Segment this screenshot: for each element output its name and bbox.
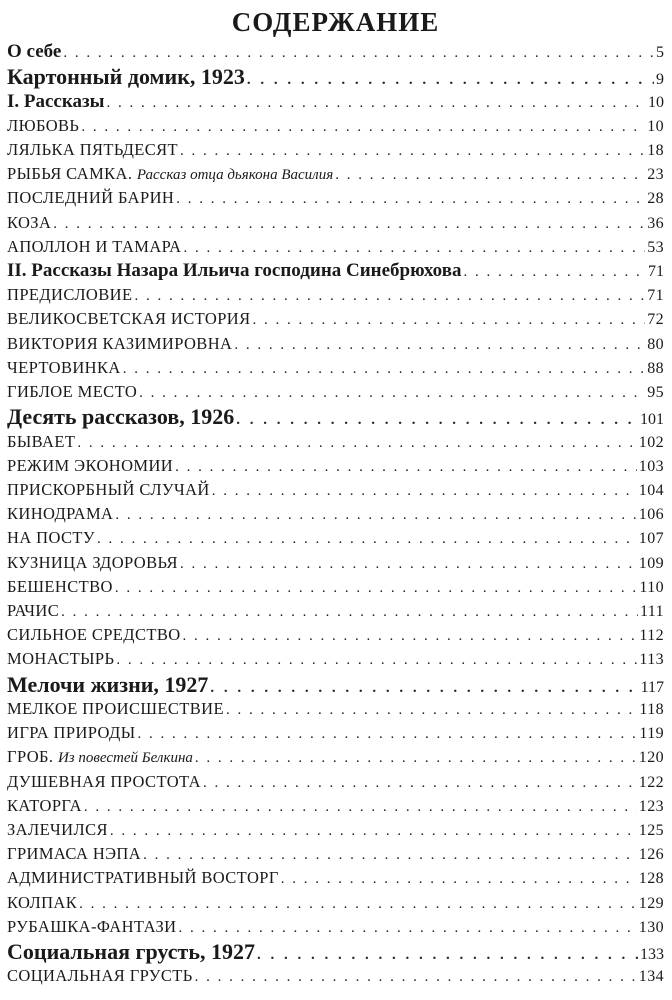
dot-leader bbox=[63, 41, 654, 64]
toc-page-number: 112 bbox=[639, 627, 664, 645]
toc-page-number: 9 bbox=[656, 71, 664, 89]
toc-entry-title bbox=[7, 162, 333, 186]
toc-page-number: 107 bbox=[638, 530, 664, 548]
toc-entry bbox=[7, 575, 664, 599]
dot-leader bbox=[180, 139, 645, 162]
toc-entry-label: ВИКТОРИЯ КАЗИМИРОВНА bbox=[7, 333, 233, 353]
toc-entry-label: КОЛПАК bbox=[7, 892, 78, 912]
toc-entry bbox=[7, 891, 664, 915]
toc-entry bbox=[7, 380, 664, 404]
toc-page-number: 126 bbox=[638, 846, 664, 864]
toc-entry-label: АДМИНИСТРАТИВНЫЙ ВОСТОРГ bbox=[7, 868, 279, 888]
dot-leader bbox=[236, 408, 638, 430]
toc-entry-label: КИНОДРАМА bbox=[7, 504, 114, 524]
dot-leader bbox=[84, 795, 637, 818]
toc-entry-title bbox=[7, 599, 59, 623]
toc-entry bbox=[7, 478, 664, 502]
toc-page-number: 95 bbox=[647, 383, 664, 401]
toc-entry-subtitle: Из повестей Белкина bbox=[57, 750, 193, 767]
dot-leader bbox=[143, 843, 637, 866]
toc-page-number: 133 bbox=[640, 945, 664, 963]
toc-entry bbox=[7, 211, 664, 235]
dot-leader bbox=[195, 746, 637, 769]
toc-page-number: 28 bbox=[647, 190, 664, 208]
toc-entry-title bbox=[7, 526, 95, 550]
toc-entry bbox=[7, 964, 664, 988]
toc-entry-title bbox=[7, 915, 176, 939]
toc-entry-label: МОНАСТЫРЬ bbox=[7, 649, 115, 669]
toc-entry-title bbox=[7, 114, 79, 138]
toc-entry-label: МЕЛКОЕ ПРОИСШЕСТВИЕ bbox=[7, 699, 224, 718]
toc-page-number: 123 bbox=[638, 797, 664, 815]
dot-leader bbox=[175, 455, 637, 478]
toc-page-number: 118 bbox=[639, 701, 664, 718]
dot-leader bbox=[335, 163, 645, 186]
dot-leader bbox=[180, 552, 637, 575]
toc-subsection bbox=[7, 259, 664, 283]
toc-page-number: 5 bbox=[656, 44, 664, 61]
toc-entry-label: ПРЕДИСЛОВИЕ bbox=[7, 285, 133, 305]
dot-leader bbox=[138, 722, 638, 745]
toc-entry-label: ГРИМАСА НЭПА bbox=[7, 844, 142, 864]
toc-list bbox=[7, 40, 664, 989]
toc-page-number: 36 bbox=[647, 214, 664, 232]
dot-leader bbox=[463, 260, 646, 283]
toc-entry bbox=[7, 356, 664, 380]
toc-entry-label: ПРИСКОРБНЫЙ СЛУЧАЙ bbox=[7, 480, 210, 499]
toc-entry-label: ЧЕРТОВИНКА bbox=[7, 357, 121, 377]
toc-entry-title bbox=[7, 842, 141, 866]
toc-entry-title bbox=[7, 283, 132, 307]
toc-entry-label: II. Рассказы Назара Ильича господина Синебрюхова bbox=[7, 260, 462, 281]
toc-entry-label: КУЗНИЦА ЗДОРОВЬЯ bbox=[7, 552, 178, 572]
dot-leader bbox=[247, 68, 654, 90]
toc-entry-title bbox=[7, 697, 224, 721]
dot-leader bbox=[183, 624, 638, 647]
toc-entry-title bbox=[7, 211, 51, 235]
toc-page-number: 53 bbox=[647, 238, 664, 256]
toc-entry-label: БЕШЕНСТВО bbox=[7, 576, 113, 596]
toc-page-number: 101 bbox=[640, 411, 664, 429]
toc-page-number: 71 bbox=[648, 263, 664, 280]
toc-entry-title bbox=[7, 502, 113, 526]
toc-page-number: 71 bbox=[647, 287, 664, 305]
toc-entry bbox=[7, 623, 664, 647]
dot-leader bbox=[176, 187, 645, 210]
toc-entry-label: Мелочи жизни, 1927 bbox=[7, 671, 209, 697]
toc-entry bbox=[7, 745, 664, 769]
toc-page-number: 113 bbox=[639, 651, 664, 669]
toc-entry-title bbox=[7, 794, 82, 818]
dot-leader bbox=[115, 503, 636, 526]
toc-entry bbox=[7, 721, 664, 745]
dot-leader bbox=[79, 892, 637, 915]
toc-entry-title bbox=[7, 454, 173, 478]
toc-entry bbox=[7, 647, 664, 671]
toc-entry bbox=[7, 551, 664, 575]
toc-entry-title bbox=[7, 866, 279, 890]
toc-entry-title bbox=[7, 551, 178, 575]
dot-leader bbox=[281, 867, 637, 890]
toc-page-number: 10 bbox=[648, 93, 664, 111]
toc-page-number: 104 bbox=[638, 482, 664, 499]
toc-entry-title bbox=[7, 259, 461, 283]
page-title: СОДЕРЖАНИЕ bbox=[231, 7, 440, 37]
toc-entry bbox=[7, 138, 664, 162]
toc-entry bbox=[7, 283, 664, 307]
toc-entry bbox=[7, 502, 664, 526]
toc-entry bbox=[7, 770, 664, 794]
toc-entry-title bbox=[7, 138, 178, 162]
toc-entry-label: СИЛЬНОЕ СРЕДСТВО bbox=[7, 625, 181, 645]
toc-entry bbox=[7, 915, 664, 939]
dot-leader bbox=[116, 648, 637, 671]
toc-entry-label: ДУШЕВНАЯ ПРОСТОТА bbox=[7, 771, 201, 791]
toc-entry-label: Картонный домик, 1923 bbox=[7, 64, 245, 90]
dot-leader bbox=[203, 771, 637, 794]
toc-entry-label: РЕЖИМ ЭКОНОМИИ bbox=[7, 455, 174, 475]
toc-entry-title bbox=[7, 235, 181, 259]
toc-entry-label: РУБАШКА-ФАНТАЗИ bbox=[7, 916, 177, 936]
toc-entry-label: ЛЮБОВЬ bbox=[7, 115, 80, 135]
dot-leader bbox=[139, 381, 645, 404]
toc-subsection bbox=[7, 40, 664, 64]
toc-section bbox=[7, 404, 664, 430]
toc-entry-title bbox=[7, 964, 193, 988]
toc-entry bbox=[7, 842, 664, 866]
toc-page-number: 109 bbox=[638, 554, 664, 572]
toc-entry-title bbox=[7, 380, 137, 404]
toc-entry-title bbox=[7, 430, 75, 454]
toc-entry bbox=[7, 114, 664, 138]
toc-entry-label: ЛЯЛЬКА ПЯТЬДЕСЯТ bbox=[7, 140, 178, 160]
toc-entry bbox=[7, 235, 664, 259]
toc-entry-title bbox=[7, 575, 113, 599]
toc-entry bbox=[7, 307, 664, 331]
toc-entry-label: ВЕЛИКОСВЕТСКАЯ ИСТОРИЯ bbox=[7, 309, 251, 329]
toc-entry-label: ИГРА ПРИРОДЫ bbox=[7, 723, 136, 743]
toc-entry-title bbox=[7, 332, 232, 356]
toc-entry bbox=[7, 794, 664, 818]
toc-entry-title bbox=[7, 770, 201, 794]
dot-leader bbox=[110, 819, 637, 842]
toc-page-number: 103 bbox=[638, 457, 664, 475]
toc-entry-label: РАЧИС bbox=[7, 600, 60, 620]
dot-leader bbox=[61, 600, 638, 623]
toc-entry-title bbox=[7, 307, 251, 331]
dot-leader bbox=[123, 357, 645, 380]
toc-entry-title bbox=[7, 745, 193, 769]
dot-leader bbox=[77, 431, 636, 454]
dot-leader bbox=[257, 943, 638, 965]
dot-leader bbox=[81, 115, 645, 138]
toc-page-number: 122 bbox=[638, 773, 664, 791]
toc-entry-label: I. Рассказы bbox=[7, 90, 105, 112]
toc-entry bbox=[7, 332, 664, 356]
dot-leader bbox=[53, 212, 645, 235]
toc-entry bbox=[7, 454, 664, 478]
toc-entry-title bbox=[7, 647, 114, 671]
toc-entry bbox=[7, 818, 664, 842]
toc-page-number: 117 bbox=[640, 678, 664, 696]
toc-entry-title bbox=[7, 939, 255, 965]
dot-leader bbox=[178, 916, 636, 939]
toc-entry-title bbox=[7, 90, 105, 114]
toc-entry bbox=[7, 697, 664, 721]
dot-leader bbox=[183, 236, 645, 259]
toc-entry-label: БЫВАЕТ bbox=[7, 431, 76, 451]
dot-leader bbox=[226, 698, 637, 721]
toc-page-number: 72 bbox=[647, 311, 664, 329]
toc-entry-label: КАТОРГА bbox=[7, 795, 82, 815]
toc-page-number: 88 bbox=[647, 359, 664, 377]
toc-page-number: 134 bbox=[638, 968, 664, 986]
toc-section bbox=[7, 939, 664, 965]
toc-page-number: 129 bbox=[638, 894, 664, 912]
dot-leader bbox=[234, 333, 645, 356]
toc-page-number: 119 bbox=[639, 725, 664, 743]
toc-entry-label: ГРОБ. bbox=[7, 747, 54, 767]
toc-page-number: 18 bbox=[647, 142, 664, 160]
toc-page-number: 125 bbox=[638, 821, 664, 839]
toc-page-number: 106 bbox=[638, 506, 664, 524]
dot-leader bbox=[97, 527, 637, 550]
toc-entry-title bbox=[7, 891, 77, 915]
toc-entry-title bbox=[7, 404, 234, 430]
toc-page-number: 80 bbox=[647, 335, 664, 353]
dot-leader bbox=[107, 91, 647, 114]
toc-entry-label: СОЦИАЛЬНАЯ ГРУСТЬ bbox=[7, 966, 193, 986]
toc-entry-title bbox=[7, 356, 121, 380]
toc-entry bbox=[7, 162, 664, 186]
dot-leader bbox=[253, 308, 646, 331]
toc-entry-label: ЗАЛЕЧИЛСЯ bbox=[7, 819, 108, 839]
toc-page-number: 111 bbox=[639, 602, 664, 620]
toc-entry bbox=[7, 430, 664, 454]
dot-leader bbox=[210, 676, 638, 698]
toc-entry bbox=[7, 599, 664, 623]
toc-entry-title bbox=[7, 186, 174, 210]
toc-entry-title bbox=[7, 721, 136, 745]
toc-section bbox=[7, 64, 664, 90]
toc-entry-label: Социальная грусть, 1927 bbox=[7, 938, 255, 964]
toc-entry-title bbox=[7, 818, 108, 842]
toc-page-number: 23 bbox=[647, 166, 664, 184]
toc-entry-label: КОЗА bbox=[7, 212, 52, 232]
dot-leader bbox=[212, 479, 637, 502]
toc-page-number: 110 bbox=[639, 578, 664, 596]
toc-entry-title bbox=[7, 40, 61, 64]
toc-entry-label: НА ПОСТУ bbox=[7, 528, 95, 548]
toc-entry-label: Десять рассказов, 1926 bbox=[7, 404, 235, 430]
toc-entry-title bbox=[7, 672, 208, 698]
dot-leader bbox=[134, 284, 645, 307]
toc-page-number: 128 bbox=[638, 870, 664, 888]
dot-leader bbox=[195, 965, 637, 988]
toc-entry-label: О себе bbox=[7, 41, 62, 62]
toc-entry-label: РЫБЬЯ САМКА. bbox=[7, 164, 133, 184]
toc-entry-label: ПОСЛЕДНИЙ БАРИН bbox=[7, 188, 175, 208]
toc-entry bbox=[7, 866, 664, 890]
toc-page-number: 130 bbox=[638, 918, 664, 936]
toc-entry-label: АПОЛЛОН И ТАМАРА bbox=[7, 236, 182, 256]
toc-entry-title bbox=[7, 623, 181, 647]
toc-entry bbox=[7, 526, 664, 550]
toc-entry-title bbox=[7, 64, 245, 90]
dot-leader bbox=[115, 576, 638, 599]
toc-page-number: 120 bbox=[638, 749, 664, 767]
toc-page-number: 10 bbox=[647, 117, 664, 135]
toc-entry-subtitle: Рассказ отца дьякона Василия bbox=[136, 167, 334, 184]
toc-entry bbox=[7, 186, 664, 210]
toc-subsection bbox=[7, 90, 664, 114]
toc-section bbox=[7, 672, 664, 698]
toc-page-number: 102 bbox=[638, 433, 664, 451]
toc-entry-label: ГИБЛОЕ МЕСТО bbox=[7, 381, 138, 401]
toc-entry-title bbox=[7, 478, 210, 502]
